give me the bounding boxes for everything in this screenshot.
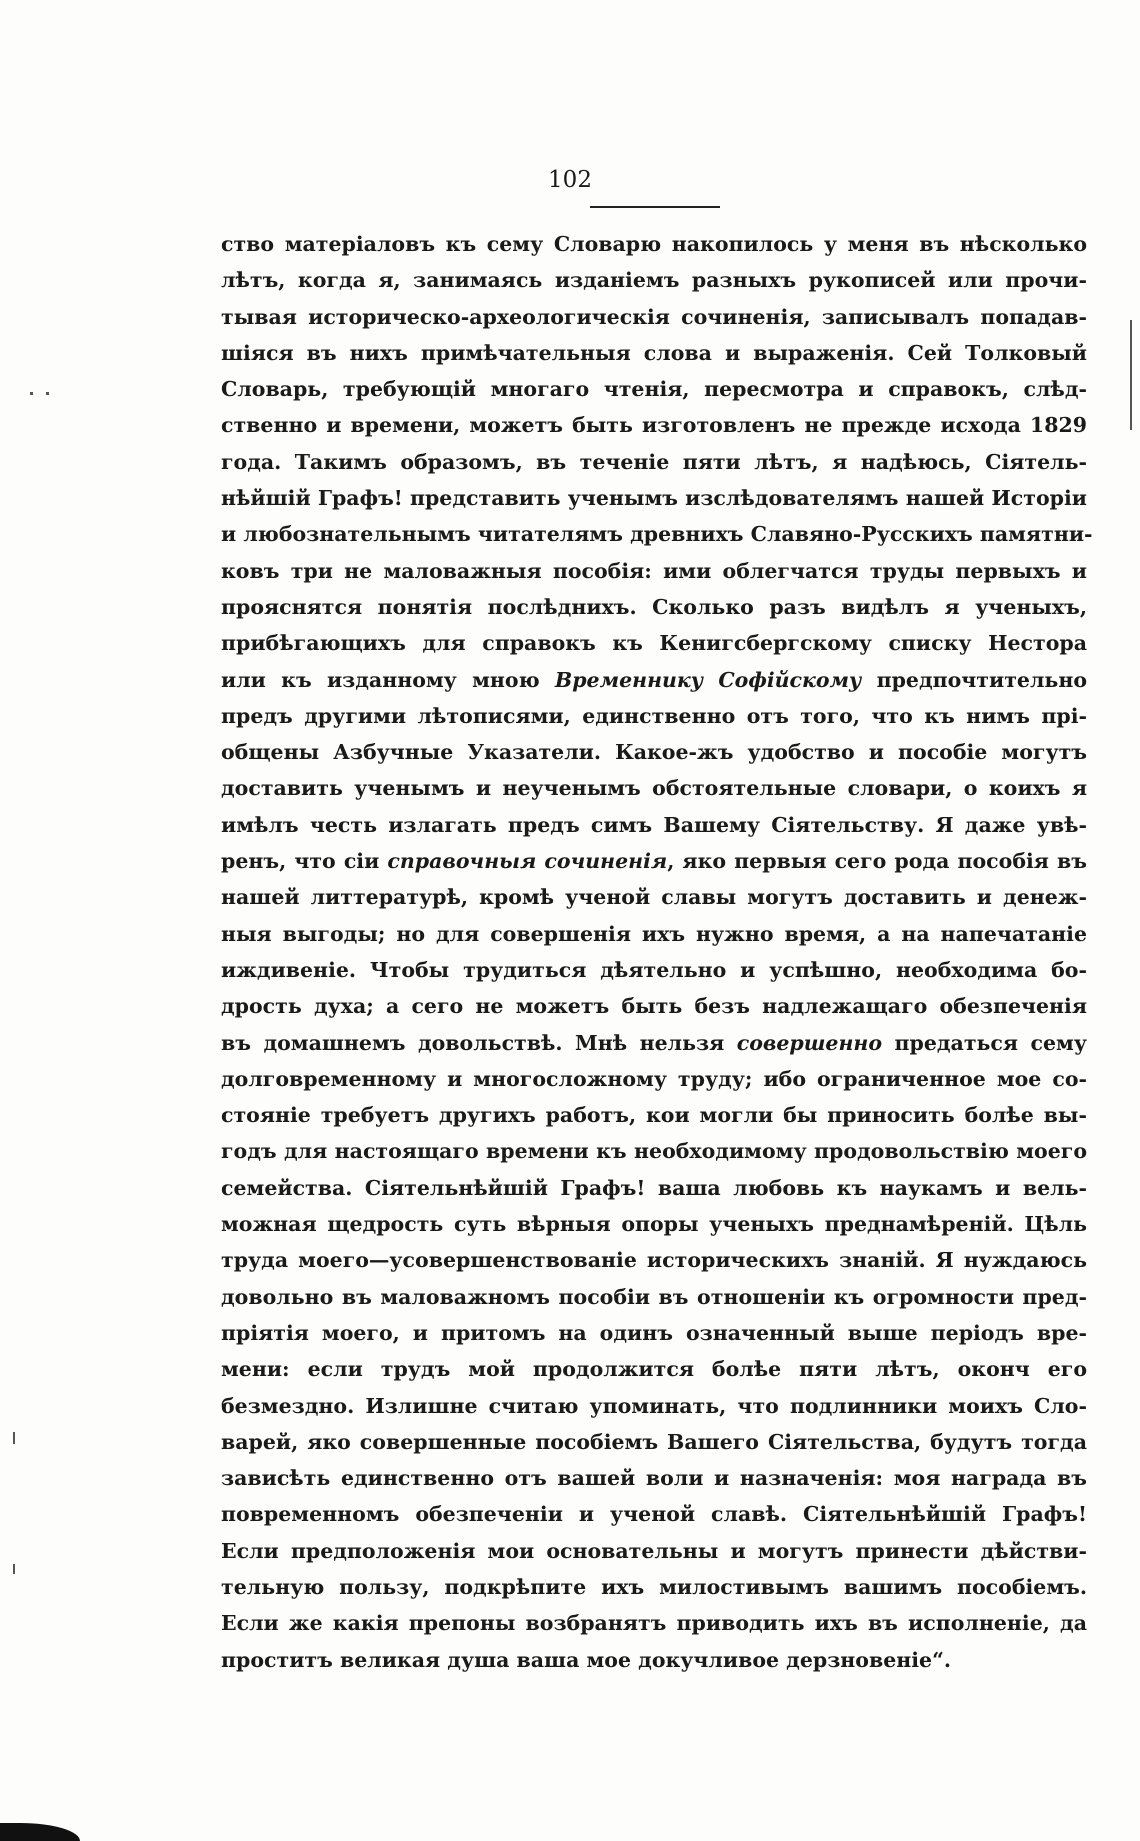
text-line: довольно въ маловажномъ пособіи въ отношеніи къ огромности пред- (221, 1284, 1087, 1309)
text-line: нашей литтературѣ, кромѣ ученой славы могутъ доставить и денеж- (221, 885, 1087, 910)
text-line: и любознательнымъ читателямъ древнихъ Славяно-Русскихъ памятни- (221, 522, 1093, 547)
text-line: тывая историческо-археологическія сочиненія, записывалъ попадав- (221, 304, 1087, 329)
text-line: стояніе требуетъ другихъ работъ, кои могли бы приносить болѣе вы- (221, 1103, 1087, 1128)
corner-smudge (0, 1823, 80, 1841)
text-line: лѣтъ, когда я, занимаясь изданіемъ разныхъ рукописей или прочи- (221, 268, 1087, 293)
text-line: мени: если трудъ мой продолжится болѣе пяти лѣтъ, оконч его (221, 1357, 1087, 1382)
text-line: пріятія моего, и притомъ на одинъ означенный выше періодъ вре- (221, 1320, 1087, 1345)
text-segment: или къ изданному мною (221, 667, 555, 692)
text-line: года. Такимъ образомъ, въ теченіе пяти лѣтъ, я надѣюсь, Сіятель- (221, 449, 1087, 474)
margin-speck (13, 1564, 15, 1574)
text-line: долговременному и многосложному труду; ибо ограниченное мое со- (221, 1066, 1087, 1091)
text-line: имѣлъ честь излагать предъ симъ Вашему Сіятельству. Я даже увѣ- (221, 812, 1087, 837)
margin-speck (30, 392, 33, 395)
text-line: прибѣгающихъ для справокъ къ Кенигсбергскому списку Нестора (221, 631, 1087, 656)
text-line: годъ для настоящаго времени къ необходимому продовольствію моего (221, 1139, 1087, 1164)
margin-speck (46, 392, 49, 395)
text-line: доставить ученымъ и неученымъ обстоятельные словари, о коихъ я (221, 776, 1087, 801)
page-number: 102 (548, 167, 592, 193)
text-line: ство матеріаловъ къ сему Словарю накопилось у меня въ нѣсколько (221, 232, 1087, 256)
text-line: варей, яко совершенные пособіемъ Вашего Сіятельства, будутъ тогда (221, 1429, 1087, 1454)
text-line: можная щедрость суть вѣрныя опоры ученыхъ преднамѣреній. Цѣль (221, 1212, 1087, 1237)
text-line: прояснятся понятія послѣднихъ. Сколько разъ видѣлъ я ученыхъ, (221, 594, 1087, 619)
text-line: тельную пользу, подкрѣпите ихъ милостивымъ вашимъ пособіемъ. (221, 1574, 1087, 1599)
text-line: труда моего—усовершенствованіе историческихъ знаній. Я нуждаюсь (221, 1248, 1087, 1273)
margin-speck (1130, 320, 1132, 430)
text-line: ныя выгоды; но для совершенія ихъ нужно время, а на напечатаніе (221, 921, 1087, 946)
text-segment: предаться сему (882, 1030, 1087, 1055)
text-line: нѣйшій Графъ! представить ученымъ изслѣдователямъ нашей Исторіи (221, 486, 1087, 511)
text-line: ственно и времени, можетъ быть изготовленъ не прежде исхода 1829 (221, 413, 1087, 438)
text-line: иждивеніе. Чтобы трудиться дѣятельно и успѣшно, необходима бо- (221, 957, 1087, 982)
text-segment: , яко первыя сего рода пособія въ (667, 849, 1087, 874)
text-line: шіяся въ нихъ примѣчательныя слова и выраженія. Сей Толковый (221, 340, 1087, 365)
text-segment: ренъ, что сіи (221, 849, 388, 874)
text-line: повременномъ обезпеченіи и ученой славѣ. Сіятельнѣйшій Графъ! (221, 1502, 1087, 1527)
text-line-with-italic (221, 1025, 1087, 1061)
text-line: дрость духа; а сего не можетъ быть безъ надлежащаго обезпеченія (221, 994, 1087, 1019)
italic-word: совершенно (736, 1030, 883, 1055)
text-line: предъ другими лѣтописями, единственно отъ того, что къ нимъ прі- (221, 703, 1087, 728)
text-line: Словарь, требующій многаго чтенія, пересмотра и справокъ, слѣд- (221, 377, 1087, 402)
italic-phrase: справочныя сочиненія (387, 849, 668, 874)
text-line-last: проститъ великая душа ваша мое докучливое дерзновеніе“. (221, 1647, 952, 1672)
text-segment: предпочтительно (861, 667, 1088, 692)
header-rule (590, 206, 720, 208)
italic-title: Временнику Софійскому (554, 667, 862, 692)
text-segment: въ домашнемъ довольствѣ. Мнѣ нельзя (221, 1030, 737, 1055)
text-line: семейства. Сіятельнѣйшій Графъ! ваша любовь къ наукамъ и вель- (221, 1175, 1087, 1200)
text-line-with-italic (221, 662, 1087, 698)
text-line: Если предположенія мои основательны и могутъ принести дѣйстви- (221, 1538, 1087, 1563)
text-line-with-italic (221, 843, 1087, 879)
text-line: общены Азбучные Указатели. Какое-жъ удобство и пособіе могутъ (221, 740, 1087, 765)
text-line: безмездно. Излишне считаю упоминать, что подлинники моихъ Сло- (221, 1393, 1087, 1418)
text-line: ковъ три не маловажныя пособія: ими облегчатся труды первыхъ и (221, 558, 1087, 583)
body-text (221, 226, 1093, 1678)
margin-speck (13, 1432, 15, 1444)
text-line: зависѣть единственно отъ вашей воли и назначенія: моя награда въ (221, 1466, 1087, 1491)
text-line: Если же какія препоны возбранятъ приводить ихъ въ исполненіе, да (221, 1611, 1087, 1636)
